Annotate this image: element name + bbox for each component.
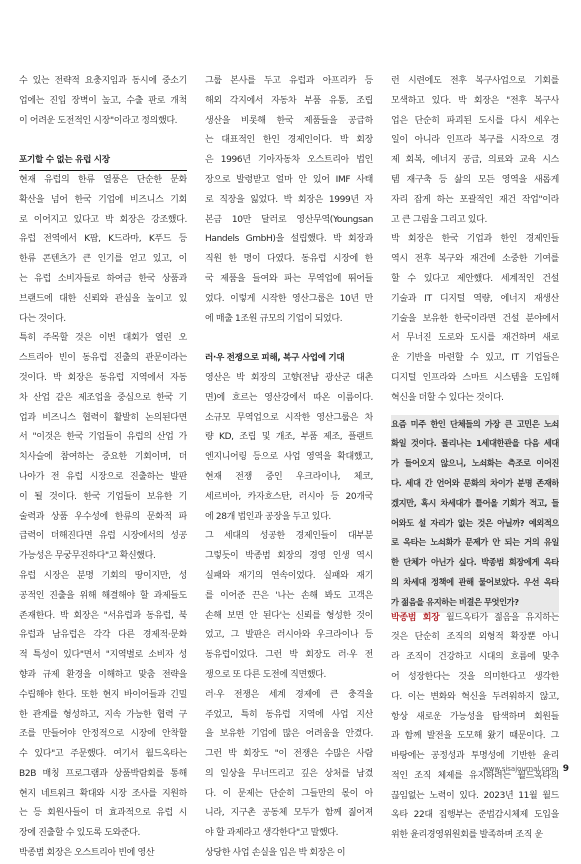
text-line: 특히 주목할 것은 이번 대회가 열린 오 <box>19 333 187 344</box>
text-line: 한 관계를 형성하고, 지속 가능한 협력 구 <box>19 709 187 720</box>
text-line: 유럽 시장은 분명 기회의 땅이지만, 성 <box>19 570 187 581</box>
text-line: 에 28개 법인과 공장을 두고 있다. <box>205 511 331 522</box>
text-line: 을 보유한 기업에 많은 어려움을 안겼다. <box>205 729 373 740</box>
text-line: 공적인 진출을 위해 해결해야 할 과제들도 <box>19 590 187 601</box>
text-line: 요즘 미주 한인 단체들의 가장 큰 고민은 노쇠 <box>391 418 559 429</box>
text-line: 현재 전쟁 중인 우크라이나, 체코, <box>205 471 373 482</box>
section-heading-europe: 포기할 수 없는 유럽 시장 <box>19 151 187 171</box>
text-line: 다. 이 문제는 단순히 그들만의 몫이 아 <box>205 788 373 799</box>
text-line: 는 유럽 소비자들로 하여금 한국 상품과 <box>19 273 187 284</box>
text-line: 것은 단순히 조직의 외형적 확장뿐 아니 <box>391 632 559 643</box>
text-line: 끊임없는 노력이 있다. 2023년 11월 월드 <box>391 790 559 801</box>
text-line: 쟁으로 또 다른 도전에 직면했다. <box>205 669 327 680</box>
text-line: 소규모 무역업으로 시작한 영산그룹은 차 <box>205 412 373 423</box>
text-line: 이 될 것이다. 한국 기업들이 보유한 기 <box>19 491 187 502</box>
text-line: 치사슬에 참여하는 중요한 기회이며, 더 <box>19 452 187 463</box>
paragraph-reconstruction <box>391 72 559 409</box>
text-line: 조를 만들어야 안정적으로 시장에 안착할 <box>19 729 187 740</box>
speaker-label: 박종범 회장 <box>391 612 440 623</box>
text-line: 서 무너진 도로와 도시를 재건하며 새로 <box>391 333 559 344</box>
text-line: 현재 유럽의 한류 열풍은 단순한 문화 <box>19 174 187 185</box>
text-line: 로 옥타는 노쇠화가 문제가 안 되는 거의 유일 <box>391 537 559 548</box>
text-line: 는 등 회원사들이 더 효과적으로 유럽 시 <box>19 808 187 819</box>
text-line: 현지 네트워크 확대와 시장 조사를 지원하 <box>19 788 187 799</box>
text-line: 존재한다. 박 회장은 "서유럽과 동유럽, 북 <box>19 610 187 621</box>
text-line: 기술과 IT 디지털 역량, 에너지 재생산 <box>391 293 559 304</box>
text-line: 다. 세대 간 언어와 문화의 차이가 분명 존재하 <box>391 477 559 488</box>
text-line: 세르비아, 카자흐스탄, 러시아 등 20개국 <box>205 491 373 502</box>
text-line: 할 수 있다고 제안했다. 세계적인 건설 <box>391 273 559 284</box>
text-line: 혁신을 더할 수 있다는 것이다. <box>391 392 504 403</box>
paragraph-war <box>205 369 373 864</box>
text-line: 러·우 전쟁은 세계 경제에 큰 충격을 <box>205 689 373 700</box>
text-line: 는 대표적인 한인 경제인이다. 박 회장 <box>205 135 373 146</box>
text-line: 한류 콘텐츠가 큰 인기를 얻고 있고, 이 <box>19 254 187 265</box>
text-line: 면)에 흐르는 영산강에서 따온 이름이다. <box>205 392 373 403</box>
text-line: 라 조직이 건강하고 시대의 흐름에 맞추 <box>391 652 559 663</box>
text-line: 실패와 재기의 연속이었다. 실패와 재기 <box>205 570 373 581</box>
text-line: 가능성은 무궁무진하다"고 확신했다. <box>19 551 156 562</box>
text-line: 과 함께 발전을 도모해 왔기 때문이다. 그 <box>391 731 559 742</box>
text-line: 수립해야 한다. 또한 현지 바이어들과 긴밀 <box>19 689 187 700</box>
text-line: 급력이 더해진다면 유럽 시장에서의 성공 <box>19 531 187 542</box>
text-line: 겠지만, 혹시 차세대가 틀어올 기회가 적고, 들 <box>391 497 559 508</box>
text-line: 야 할 과제라고 생각한다"고 말했다. <box>205 828 339 839</box>
text-line: 었다. 이렇게 시작한 영산그룹은 10년 만 <box>205 293 373 304</box>
text-line: 수 있는 전략적 요충지임과 동시에 중소기 <box>19 76 187 86</box>
text-line: 이 어려운 도전적인 시장"이라고 정의했다. <box>19 115 178 126</box>
text-line: 디지털 인프라와 스마트 시스템을 도입해 <box>391 372 559 383</box>
text-line: 은 1996년 기아자동차 오스트리아 법인 <box>205 155 373 166</box>
text-line: 술력과 상품 우수성에 한류의 문화적 파 <box>19 511 187 522</box>
text-line: 의 일상을 무너뜨리고 깊은 상처를 남겼 <box>205 768 373 779</box>
column-1 <box>19 72 187 864</box>
text-line: 가 들어오지 않으니, 노쇠화는 측조로 이어진 <box>391 458 559 469</box>
text-line: 스트리아 빈이 동유럽 진출의 관문이라는 <box>19 353 187 364</box>
text-line: 업과 비즈니스 협력이 활발히 논의된다면 <box>19 412 187 423</box>
text-line: 수 있다"고 주문했다. 여기서 월드옥타는 <box>19 749 187 760</box>
text-line: 자리 잡게 하는 포괄적인 재건 작업"이라 <box>391 194 559 205</box>
text-line: 바탕에는 공정성과 투명성에 기반한 윤리 <box>391 751 559 762</box>
text-line: 향과 규제 환경을 이해하고 맞춤 전략을 <box>19 669 187 680</box>
paragraph-europe <box>19 171 187 864</box>
text-line: 위한 윤리경영위원회를 발족하며 조직 운 <box>391 830 543 841</box>
text-line: 박종범 회장은 오스트리아 빈에 영산 <box>19 848 155 859</box>
text-line: 유럽과 남유럽은 각각 다른 경제적·문화 <box>19 630 187 641</box>
text-line: 서 "이것은 한국 기업들이 유럽의 산업 가 <box>19 432 187 443</box>
text-line: 로 직장을 잃었다. 박 회장은 1999년 자 <box>205 194 373 205</box>
interview-question-box <box>391 415 559 613</box>
text-line: 다는 것이다. <box>19 313 66 324</box>
text-line: 영산은 박 회장의 고향(전남 광산군 대촌 <box>205 372 373 383</box>
text-line: 박 회장은 한국 기업과 한인 경제인들 <box>391 234 559 245</box>
text-line: 어 성장한다는 것을 의미한다고 생각한 <box>391 671 559 682</box>
paragraph-intro <box>19 72 187 131</box>
text-line: 직원 한 명이 다였다. 동유럽 시장에 한 <box>205 254 373 265</box>
text-line: 업에는 진입 장벽이 높고, 수출 판로 개척 <box>19 95 187 106</box>
text-line: 장에 진출할 수 있도록 도와준다. <box>19 828 141 839</box>
text-line: 적 특성이 있다"면서 "지역별로 소비자 성 <box>19 650 187 661</box>
text-line: 량 KD, 조립 및 개조, 부품 제조, 플랜트 <box>205 432 373 443</box>
text-line: 옥타 22대 집행부는 준법감시체제 도입을 <box>391 810 559 821</box>
text-line: 손해 보면 안 된다'는 신뢰를 형성한 것이 <box>205 610 373 621</box>
text-line: 것이다. 박 회장은 동유럽 지역에서 자동 <box>19 372 187 383</box>
column-3 <box>391 72 559 846</box>
text-line: 었고, 그 발판은 러시아와 우크라이나 등 <box>205 630 373 641</box>
text-line: 확산을 넘어 한국 기업에 비즈니스 기회 <box>19 194 187 205</box>
text-line: 해외 각지에서 자동차 부품 유통, 조립 <box>205 95 373 106</box>
text-line: 의 차세대 정책에 관해 물어보았다. 우선 옥타 <box>391 576 559 587</box>
page-footer <box>483 764 569 774</box>
text-line: 그렇듯이 박종범 회장의 경영 인생 역시 <box>205 551 373 562</box>
text-line: 에 매출 1조원 규모의 기업이 되었다. <box>205 313 343 324</box>
text-line: 운 기반을 마련할 수 있고, IT 기업들은 <box>391 353 559 364</box>
text-line: 템 재구축 등 삶의 모든 영역을 새롭게 <box>391 174 559 185</box>
text-line: 화일 것이다. 몰리나는 1세대한관을 다음 세대 <box>391 438 559 449</box>
text-line: 기술을 보유한 한국이라면 건설 분야에서 <box>391 313 559 324</box>
text-line: 주었고, 특히 동유럽 지역에 사업 지산 <box>205 709 373 720</box>
text-line: 다. 이는 변화와 혁신을 두려워하지 않고, <box>391 691 559 702</box>
text-line: 고 큰 그림을 그리고 있다. <box>391 214 487 225</box>
text-line: 일이 아니라 인프라 복구를 시작으로 경 <box>391 135 559 146</box>
text-line: 동유럽이었다. 그런 박 회장도 러·우 전 <box>205 650 373 661</box>
site-url: www.sisajournal.com <box>482 765 557 773</box>
answer-text: 월드옥타가 젊음을 유지하는 <box>445 612 559 623</box>
text-line: 항상 새로운 가능성을 탐색하며 회원들 <box>391 711 559 722</box>
text-line: 엔지니어링 등으로 사업 영역을 확대했고, <box>205 452 373 463</box>
text-line: 적인 조직 체제를 유지하려는 월드옥타의 <box>391 770 559 781</box>
text-line: 역시 전후 복구와 재건에 소중한 기여를 <box>391 254 559 265</box>
text-line: 본금 10만 달러로 영산무역(Youngsan <box>205 214 373 225</box>
page-number: 9 <box>562 764 569 774</box>
text-line: 나아가 전 유럽 시장으로 진출하는 발판 <box>19 471 187 482</box>
text-line: 업은 단순히 파괴된 도시를 다시 세우는 <box>391 115 559 126</box>
column-2 <box>205 72 373 864</box>
text-line: Handels GmbH)을 설립했다. 박 회장과 <box>205 234 373 245</box>
text-line: 로 이어지고 있다고 박 회장은 강조했다. <box>19 214 187 225</box>
text-line: 국 제품을 들여와 파는 무역업에 뛰어들 <box>205 273 373 284</box>
interview-answer <box>391 609 559 847</box>
text-line: 모색하고 있다. 박 회장은 "전후 복구사 <box>391 95 559 106</box>
text-line: 가 젊음을 유지하는 비결은 무엇인가? <box>391 596 519 607</box>
text-line: 어와도 설 자리가 없는 것은 아닐까? 예외적으 <box>391 517 559 528</box>
text-line: 브랜드에 대한 신뢰와 관심을 높이고 있 <box>19 293 187 304</box>
text-line: 그런 박 회장도 "이 전쟁은 수많은 사람 <box>205 749 373 760</box>
text-line: B2B 매칭 프로그램과 상품박람회를 통해 <box>19 768 187 779</box>
paragraph-youngsan <box>205 72 373 329</box>
text-line: 런 시련에도 전후 복구사업으로 기회를 <box>391 76 559 86</box>
text-line: 니라, 지구촌 공동체 모두가 함께 짊어져 <box>205 808 373 819</box>
text-line <box>391 609 559 629</box>
text-line: 장으로 발령받고 얼마 안 있어 IMF 사태 <box>205 174 373 185</box>
text-line: 제 회복, 에너지 공급, 의료와 교육 시스 <box>391 155 559 166</box>
section-heading-war: 러·우 전쟁으로 피해, 복구 사업에 기대 <box>205 353 345 364</box>
text-line: 상당한 사업 손실을 입은 박 회장은 이 <box>205 848 346 859</box>
text-line: 를 이어준 끈은 '나는 손해 봐도 고객은 <box>205 590 373 601</box>
text-line: 한 단체가 아닌가 싶다. 박종범 회장에게 옥타 <box>391 557 559 568</box>
text-line: 유럽 전역에서 K팝, K드라마, K푸드 등 <box>19 234 187 245</box>
text-line: 그 세대의 성공한 경제인들이 대부분 <box>205 531 373 542</box>
text-line: 차 산업 같은 제조업을 중심으로 한국 기 <box>19 392 187 403</box>
text-line: 그룹 본사를 두고 유럽과 아프리카 등 <box>205 76 373 86</box>
text-line: 생산을 비롯해 한국 제품들을 공급하 <box>205 115 373 126</box>
